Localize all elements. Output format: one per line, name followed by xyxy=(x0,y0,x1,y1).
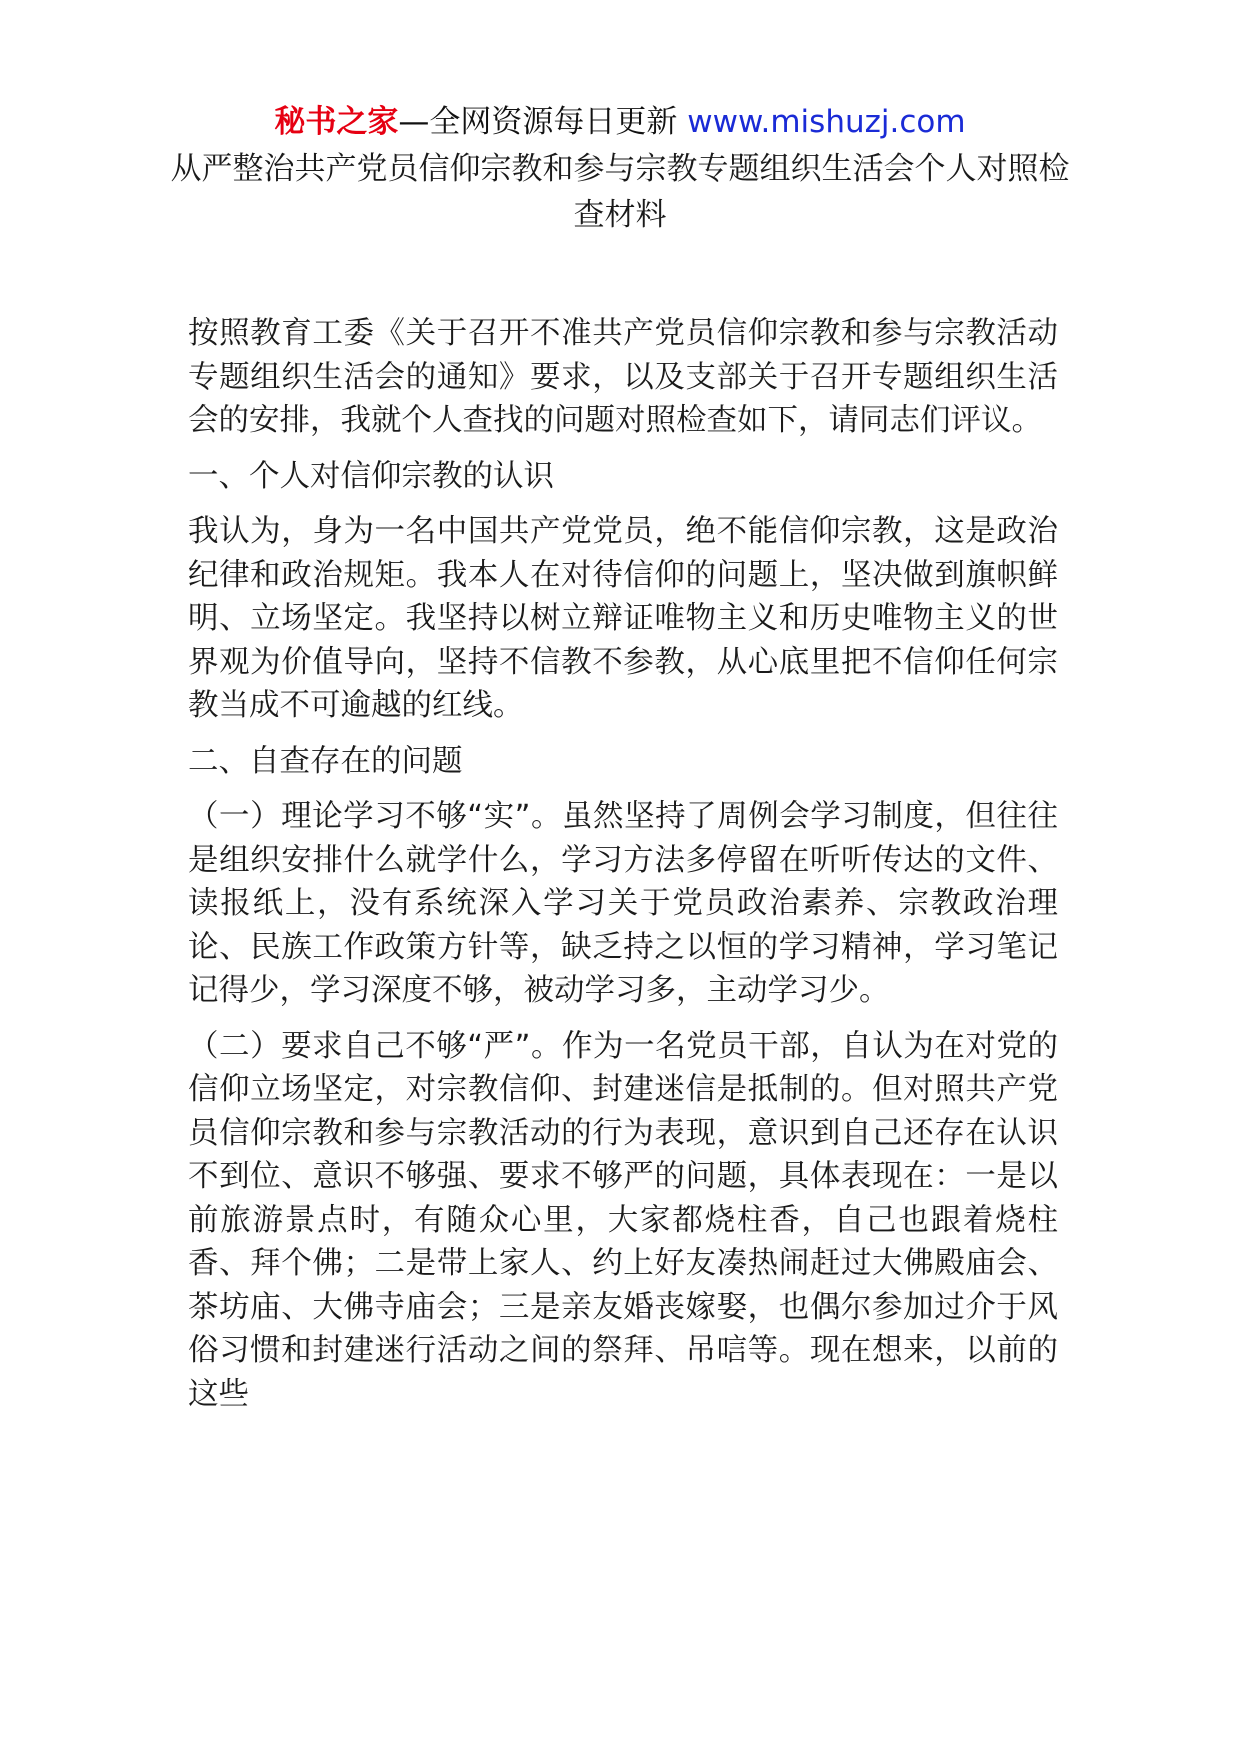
document-title: 从严整治共产党员信仰宗教和参与宗教专题组织生活会个人对照检查材料 xyxy=(170,151,1070,233)
section-1-heading: 一、个人对信仰宗教的认识 xyxy=(188,458,554,494)
intro-paragraph: 按照教育工委《关于召开不准共产党员信仰宗教和参与宗教活动专题组织生活会的通知》要求，以及支部关于召开专题组织生活会的安排，我就个人查找的问题对照检查如下，请同志们评议。 xyxy=(188,316,1058,438)
brand-name: 秘书之家 xyxy=(274,104,399,140)
site-tagline: —全网资源每日更新 xyxy=(398,104,678,140)
section-2-heading: 二、自查存在的问题 xyxy=(188,743,463,779)
site-header xyxy=(0,102,1240,142)
section-2-item-2: （二）要求自己不够“严”。作为一名党员干部，自认为在对党的信仰立场坚定，对宗教信仰、封建迷信是抵制的。但对照共产党员信仰宗教和参与宗教活动的行为表现，意识到自己还存在认识不到位、意识不够强、要求不够严的问题，具体表现在：一是以前旅游景点时，有随众心里，大家都烧柱香，自己也跟着烧柱香、拜个佛；二是带上家人、约上好友凑热闹赶过大佛殿庙会、茶坊庙、大佛寺庙会；三是亲友婚丧嫁娶，也偶尔参加过介于风俗习惯和封建迷行活动之间的祭拜、吊唁等。现在想来，以前的这些 xyxy=(188,1028,1058,1412)
site-url-link[interactable]: www.mishuzj.com xyxy=(687,104,966,140)
section-1-paragraph: 我认为，身为一名中国共产党党员，绝不能信仰宗教，这是政治纪律和政治规矩。我本人在对待信仰的问题上，坚决做到旗帜鲜明、立场坚定。我坚持以树立辩证唯物主义和历史唯物主义的世界观为价值导向，坚持不信教不参教，从心底里把不信仰任何宗教当成不可逾越的红线。 xyxy=(188,514,1058,723)
document-body xyxy=(188,312,1058,1428)
section-2-item-1: （一）理论学习不够“实”。虽然坚持了周例会学习制度，但往往是组织安排什么就学什么，学习方法多停留在听听传达的文件、读报纸上，没有系统深入学习关于党员政治素养、宗教政治理论、民族工作政策方针等，缺乏持之以恒的学习精神，学习笔记记得少，学习深度不够，被动学习多，主动学习少。 xyxy=(188,799,1058,1008)
